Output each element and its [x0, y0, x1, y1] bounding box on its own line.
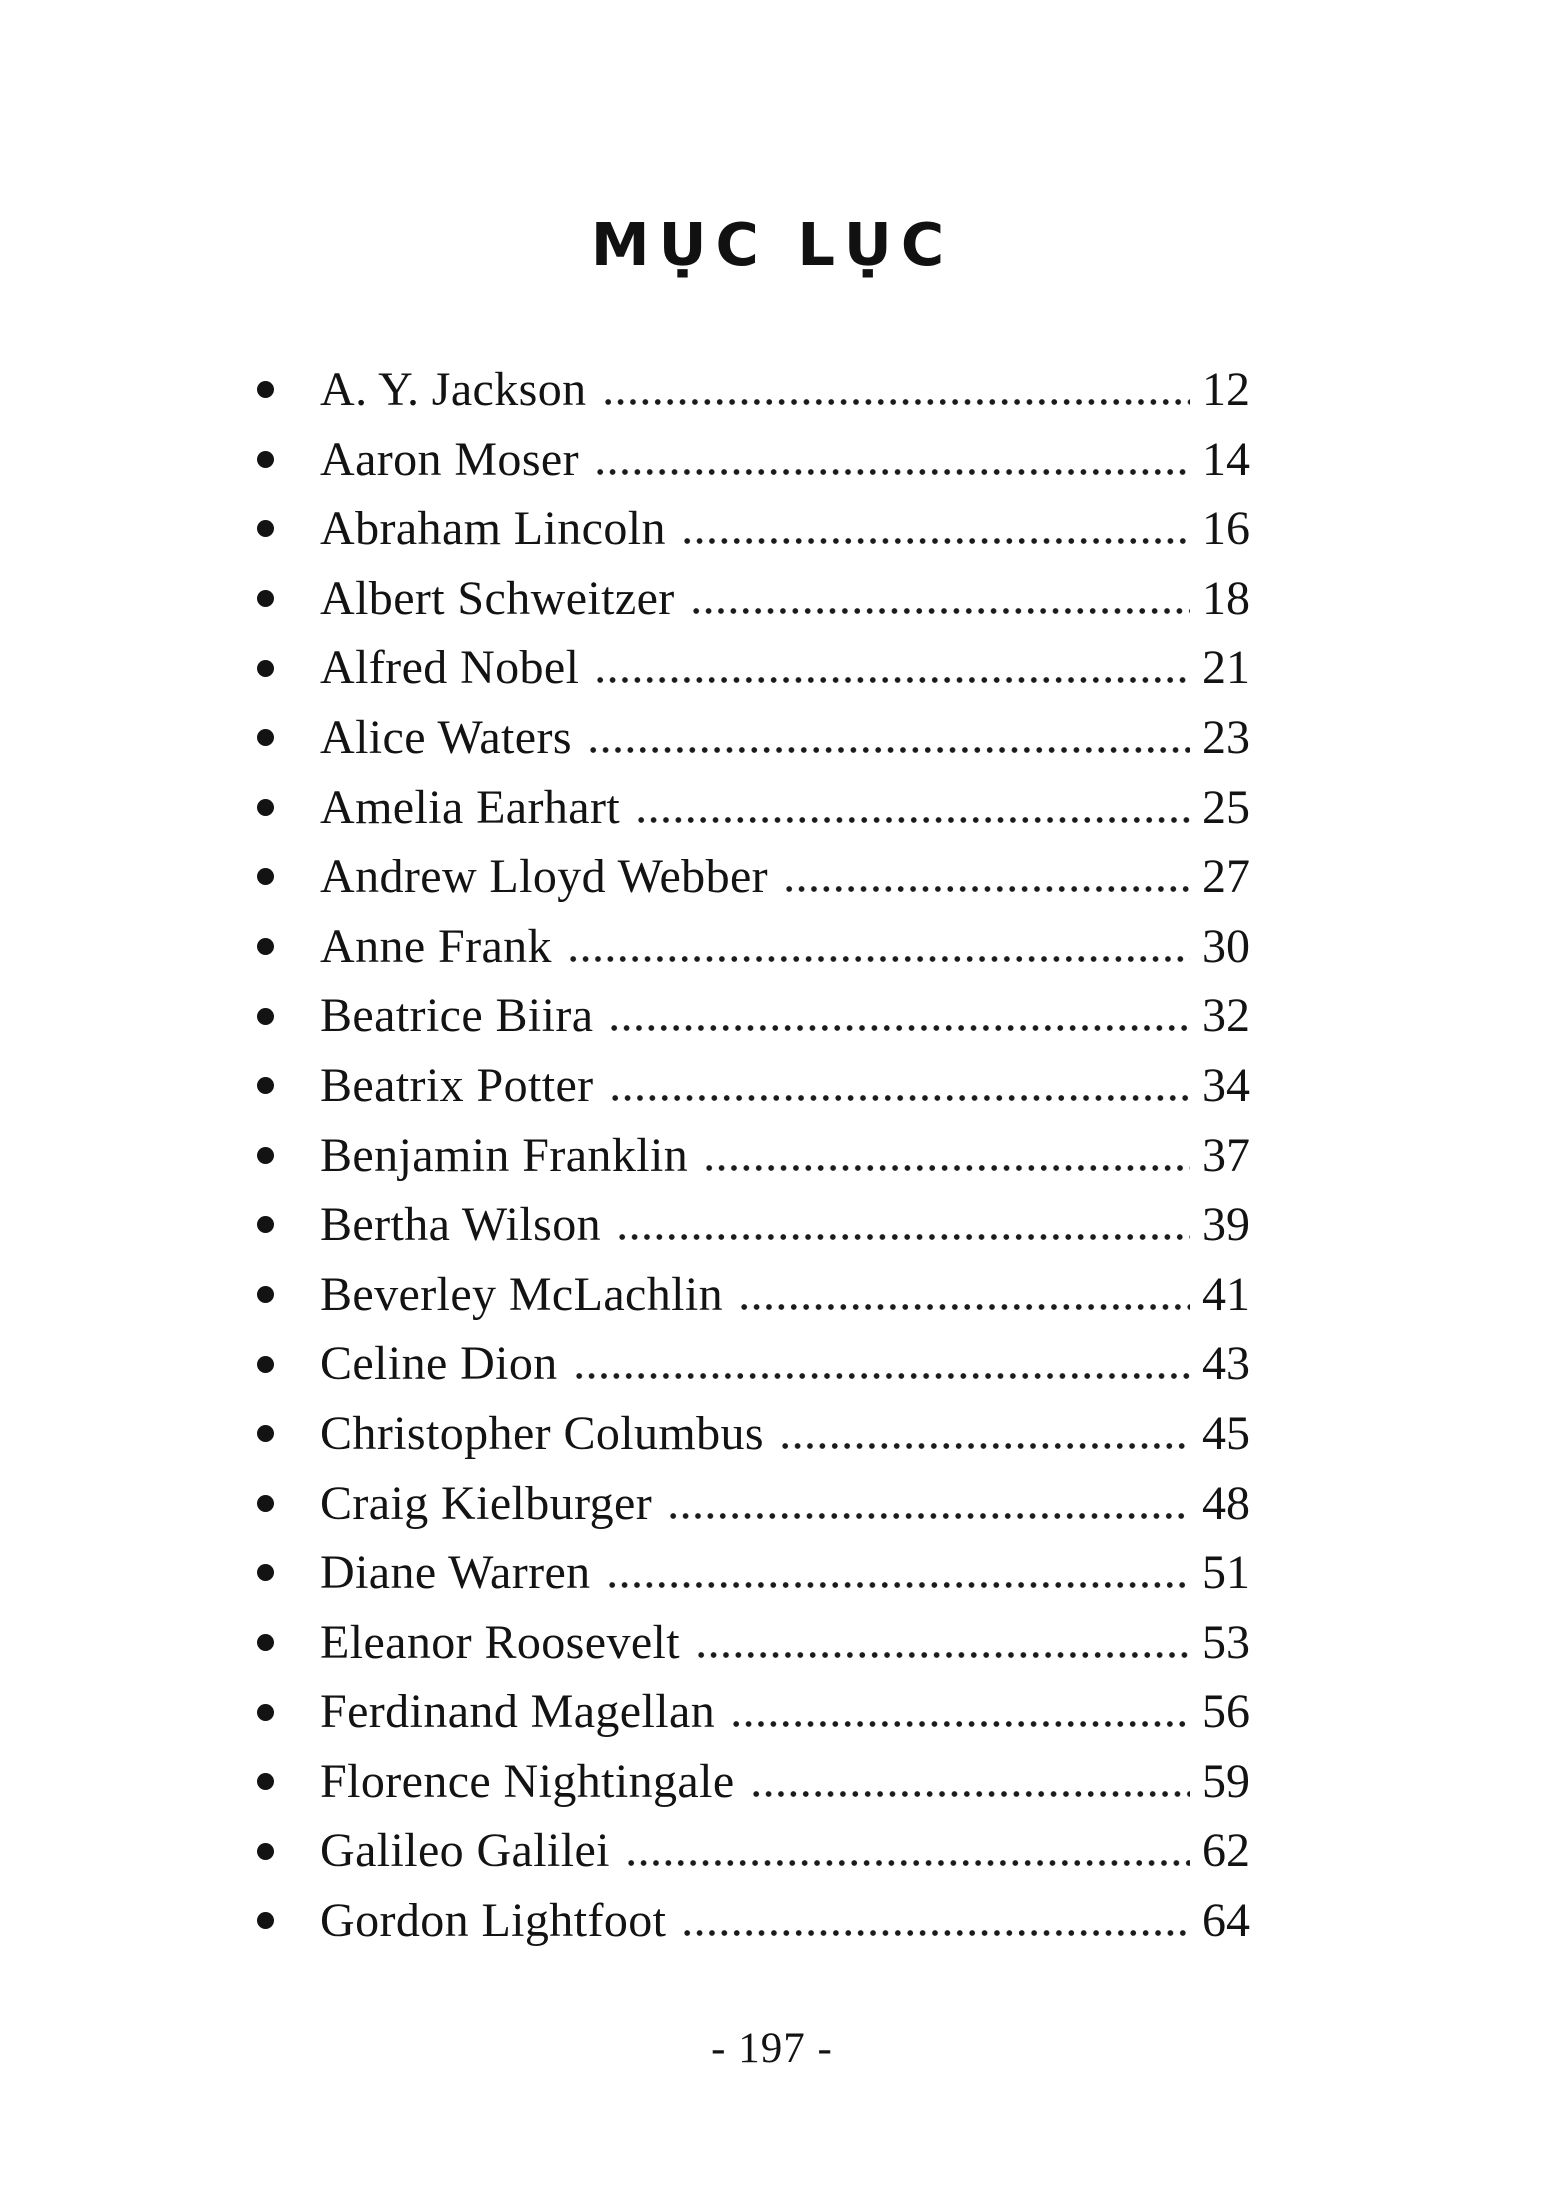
toc-entry-name: Alice Waters — [320, 710, 572, 764]
bullet-icon — [257, 1843, 274, 1860]
dot-leader — [777, 1441, 1190, 1449]
dot-leader — [623, 1858, 1190, 1866]
toc-entry-name: Bertha Wilson — [320, 1198, 602, 1252]
toc-entry-page: 53 — [1202, 1615, 1250, 1669]
toc-entry-name: Ferdinand Magellan — [320, 1685, 716, 1739]
dot-leader — [571, 1371, 1190, 1379]
toc-entry — [257, 1051, 1250, 1121]
toc-entry — [257, 425, 1250, 495]
toc-entry — [257, 1677, 1250, 1747]
dot-leader — [688, 606, 1190, 614]
dot-leader — [604, 1580, 1190, 1588]
bullet-icon — [257, 1704, 274, 1721]
toc-entry — [257, 355, 1250, 425]
toc-entry-name: Florence Nightingale — [320, 1754, 735, 1808]
toc-entry — [257, 912, 1250, 982]
toc-entry-name: Craig Kielburger — [320, 1476, 653, 1530]
toc-entry-name: Gordon Lightfoot — [320, 1894, 667, 1948]
toc-entry-name: A. Y. Jackson — [320, 363, 587, 416]
dot-leader — [665, 1511, 1190, 1519]
dot-leader — [633, 815, 1190, 823]
toc-entry — [257, 494, 1250, 564]
page-title: MỤC LỤC — [590, 210, 954, 279]
toc-entry-name: Diane Warren — [320, 1546, 591, 1600]
dot-leader — [614, 1232, 1190, 1240]
toc-entry-name: Andrew Lloyd Webber — [320, 850, 769, 904]
toc-entry — [257, 564, 1250, 634]
toc-entry-name: Beverley McLachlin — [320, 1267, 724, 1321]
toc-entry-page: 43 — [1202, 1337, 1250, 1391]
toc-entry-name: Beatrix Potter — [320, 1058, 594, 1112]
toc-entry-page: 56 — [1202, 1685, 1250, 1739]
dot-leader — [592, 675, 1190, 683]
toc-entry-page: 51 — [1202, 1546, 1250, 1600]
toc-list — [257, 355, 1250, 1956]
toc-entry-page: 25 — [1202, 780, 1250, 834]
dot-leader — [748, 1789, 1190, 1797]
toc-entry-page: 18 — [1202, 571, 1250, 625]
toc-entry-page: 64 — [1202, 1894, 1250, 1948]
bullet-icon — [257, 590, 274, 607]
bullet-icon — [257, 381, 274, 398]
toc-entry — [257, 1886, 1250, 1956]
bullet-icon — [257, 1216, 274, 1233]
toc-entry-name: Benjamin Franklin — [320, 1128, 689, 1182]
bullet-icon — [257, 1425, 274, 1442]
bullet-icon — [257, 729, 274, 746]
toc-entry-page: 21 — [1202, 641, 1250, 695]
dot-leader — [728, 1719, 1190, 1727]
toc-entry — [257, 633, 1250, 703]
toc-entry-page: 30 — [1202, 919, 1250, 973]
toc-entry — [257, 981, 1250, 1051]
toc-entry-page: 16 — [1202, 502, 1250, 556]
dot-leader — [606, 1023, 1190, 1031]
bullet-icon — [257, 938, 274, 955]
toc-entry-page: 41 — [1202, 1267, 1250, 1321]
toc-entry-name: Abraham Lincoln — [320, 502, 666, 556]
bullet-icon — [257, 1773, 274, 1790]
toc-entry-name: Beatrice Biira — [320, 989, 594, 1043]
page-number-footer: - 197 - — [711, 2025, 833, 2072]
dot-leader — [736, 1302, 1190, 1310]
dot-leader — [600, 397, 1190, 405]
toc-entry-name: Eleanor Roosevelt — [320, 1615, 681, 1669]
toc-entry-page: 39 — [1202, 1198, 1250, 1252]
toc-entry-name: Anne Frank — [320, 919, 552, 973]
toc-entry — [257, 1329, 1250, 1399]
toc-entry-page: 34 — [1202, 1058, 1250, 1112]
toc-entry-page: 59 — [1202, 1754, 1250, 1808]
toc-entry — [257, 1260, 1250, 1330]
toc-entry-name: Galileo Galilei — [320, 1824, 610, 1878]
dot-leader — [679, 536, 1190, 544]
toc-entry-page: 12 — [1202, 363, 1250, 416]
toc-entry — [257, 842, 1250, 912]
bullet-icon — [257, 520, 274, 537]
toc-entry-page: 45 — [1202, 1406, 1250, 1460]
bullet-icon — [257, 660, 274, 677]
toc-entry — [257, 1399, 1250, 1469]
toc-entry — [257, 703, 1250, 773]
bullet-icon — [257, 799, 274, 816]
toc-entry — [257, 773, 1250, 843]
toc-entry-page: 23 — [1202, 710, 1250, 764]
toc-entry-name: Christopher Columbus — [320, 1406, 765, 1460]
bullet-icon — [257, 1634, 274, 1651]
toc-entry — [257, 1121, 1250, 1191]
dot-leader — [607, 1093, 1190, 1101]
dot-leader — [565, 954, 1190, 962]
toc-entry-name: Amelia Earhart — [320, 780, 621, 834]
bullet-icon — [257, 1912, 274, 1929]
toc-entry — [257, 1608, 1250, 1678]
toc-entry — [257, 1190, 1250, 1260]
toc-entry-name: Alfred Nobel — [320, 641, 580, 695]
bullet-icon — [257, 1564, 274, 1581]
toc-entry — [257, 1747, 1250, 1817]
toc-entry — [257, 1538, 1250, 1608]
dot-leader — [781, 884, 1190, 892]
toc-entry — [257, 1816, 1250, 1886]
toc-entry — [257, 1469, 1250, 1539]
toc-entry-page: 62 — [1202, 1824, 1250, 1878]
toc-entry-page: 48 — [1202, 1476, 1250, 1530]
dot-leader — [592, 467, 1190, 475]
toc-entry-page: 37 — [1202, 1128, 1250, 1182]
bullet-icon — [257, 1356, 274, 1373]
bullet-icon — [257, 1286, 274, 1303]
dot-leader — [701, 1163, 1190, 1171]
toc-entry-name: Aaron Moser — [320, 432, 580, 486]
bullet-icon — [257, 451, 274, 468]
bullet-icon — [257, 1077, 274, 1094]
toc-entry-name: Albert Schweitzer — [320, 571, 675, 625]
bullet-icon — [257, 868, 274, 885]
dot-leader — [585, 745, 1190, 753]
bullet-icon — [257, 1147, 274, 1164]
bullet-icon — [257, 1495, 274, 1512]
bullet-icon — [257, 1008, 274, 1025]
toc-entry-page: 27 — [1202, 850, 1250, 904]
dot-leader — [679, 1928, 1190, 1936]
dot-leader — [693, 1650, 1190, 1658]
toc-entry-page: 14 — [1202, 432, 1250, 486]
toc-entry-name: Celine Dion — [320, 1337, 558, 1391]
toc-entry-page: 32 — [1202, 989, 1250, 1043]
